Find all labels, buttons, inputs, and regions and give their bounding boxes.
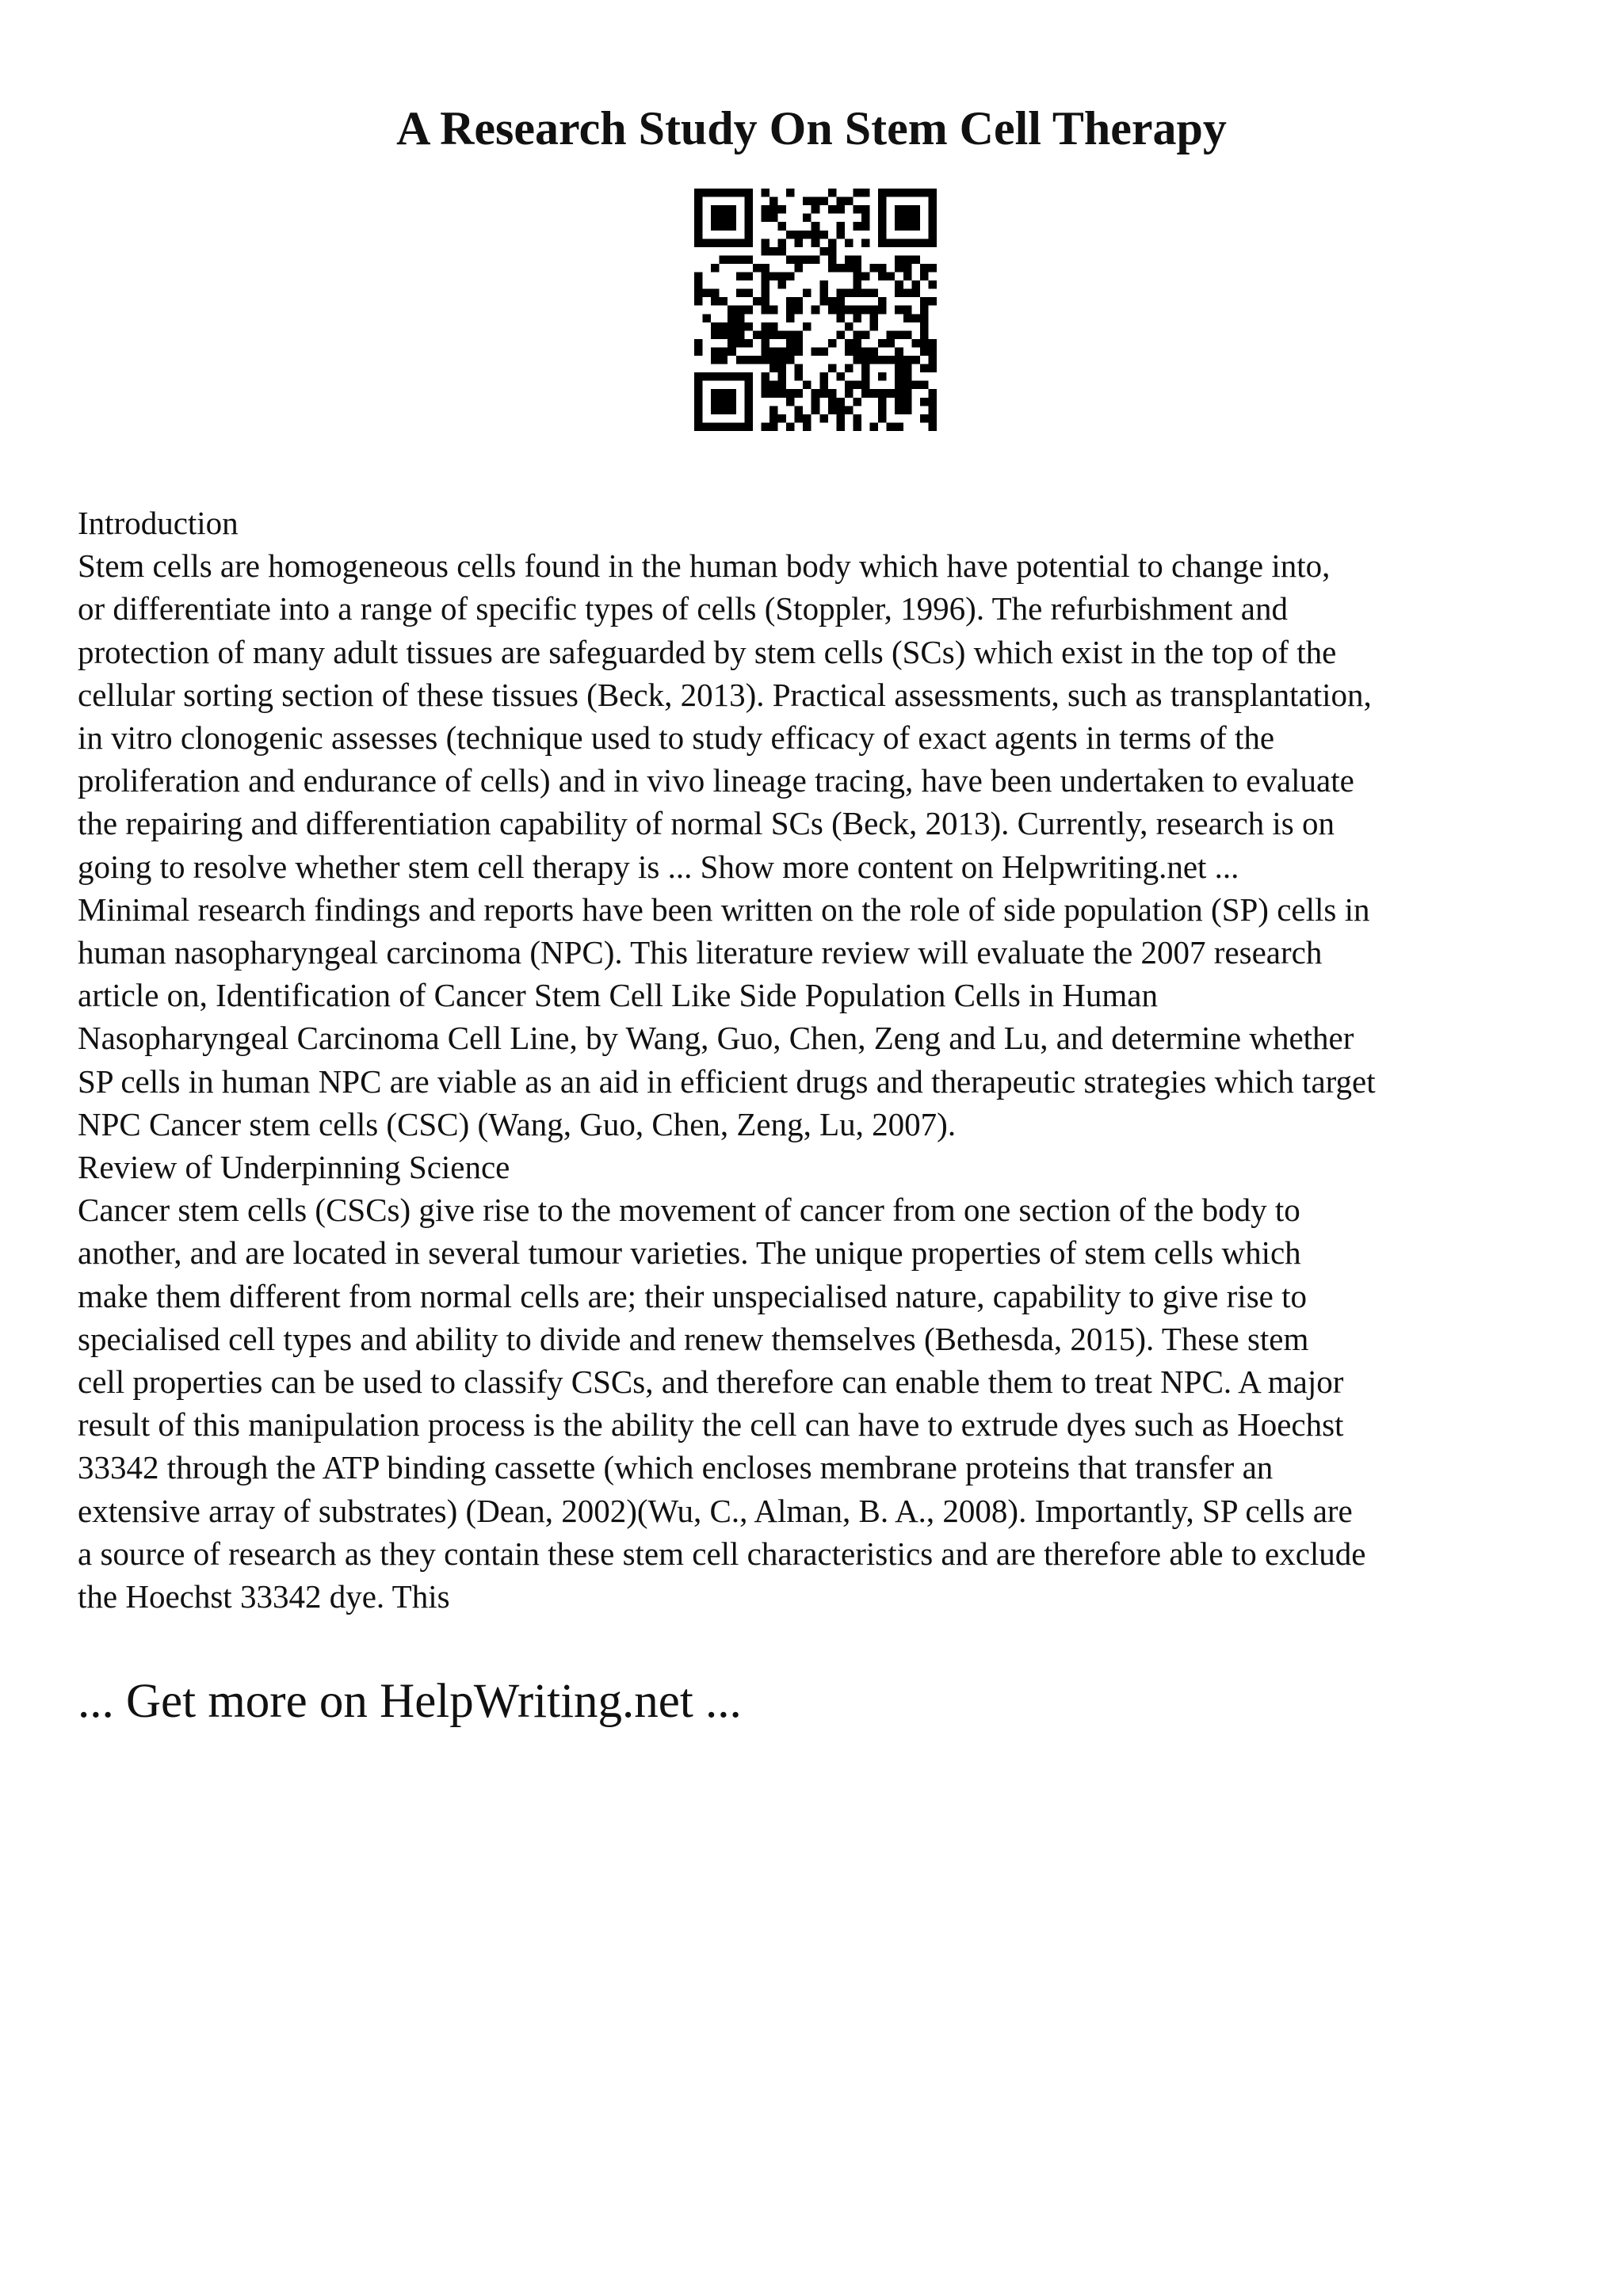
text-line: the repairing and differentiation capability of normal SCs (Beck, 2013). Currently, research is on [78,805,1335,842]
text-line: specialised cell types and ability to divide and renew themselves (Bethesda, 2015). These stem [78,1320,1309,1357]
text-line: or differentiate into a range of specific types of cells (Stoppler, 1996). The refurbishment and [78,590,1289,627]
text-line: a source of research as they contain these stem cell characteristics and are therefore able to exclude [78,1535,1366,1572]
text-line: the Hoechst 33342 dye. This [78,1578,450,1615]
document-title: A Research Study On Stem Cell Therapy [396,102,1227,154]
text-line: extensive array of substrates) (Dean, 2002)(Wu, C., Alman, B. A., 2008). Importantly, SP cells are [78,1492,1353,1529]
text-line: cellular sorting section of these tissues (Beck, 2013). Practical assessments, such as transplantation, [78,676,1372,713]
text-line: another, and are located in several tumour varieties. The unique properties of stem cells which [78,1234,1301,1272]
text-line: going to resolve whether stem cell therapy is ... Show more content on Helpwriting.net ... [78,848,1239,885]
qr-code-icon [694,189,937,431]
body-text [78,502,1568,1618]
text-line: cell properties can be used to classify CSCs, and therefore can enable them to treat NPC. A major [78,1363,1344,1401]
text-line: Stem cells are homogeneous cells found in the human body which have potential to change into, [78,547,1331,585]
text-line: Cancer stem cells (CSCs) give rise to the movement of cancer from one section of the body to [78,1192,1300,1229]
text-line: NPC Cancer stem cells (CSC) (Wang, Guo, Chen, Zeng, Lu, 2007). [78,1105,957,1142]
text-line: in vitro clonogenic assesses (technique used to study efficacy of exact agents in terms of the [78,719,1275,757]
get-more-link[interactable]: ... Get more on HelpWriting.net ... [78,1675,742,1728]
text-line: result of this manipulation process is the ability the cell can have to extrude dyes such as Hoechst [78,1406,1344,1444]
text-line: article on, Identification of Cancer Stem Cell Like Side Population Cells in Human [78,977,1158,1014]
text-line: proliferation and endurance of cells) and in vivo lineage tracing, have been undertaken to evaluate [78,762,1354,799]
text-line: human nasopharyngeal carcinoma (NPC). This literature review will evaluate the 2007 research [78,934,1323,971]
section-heading-review: Review of Underpinning Science [78,1149,510,1186]
section-heading-introduction: Introduction [78,505,239,541]
text-line: SP cells in human NPC are viable as an aid in efficient drugs and therapeutic strategies which target [78,1062,1376,1100]
text-line: 33342 through the ATP binding cassette (which encloses membrane proteins that transfer an [78,1449,1274,1486]
text-line: make them different from normal cells are; their unspecialised nature, capability to give rise to [78,1277,1307,1314]
text-line: Minimal research findings and reports have been written on the role of side population (SP) cells in [78,891,1370,928]
text-line: Nasopharyngeal Carcinoma Cell Line, by Wang, Guo, Chen, Zeng and Lu, and determine whether [78,1020,1354,1057]
text-line: protection of many adult tissues are safeguarded by stem cells (SCs) which exist in the top of the [78,633,1337,670]
